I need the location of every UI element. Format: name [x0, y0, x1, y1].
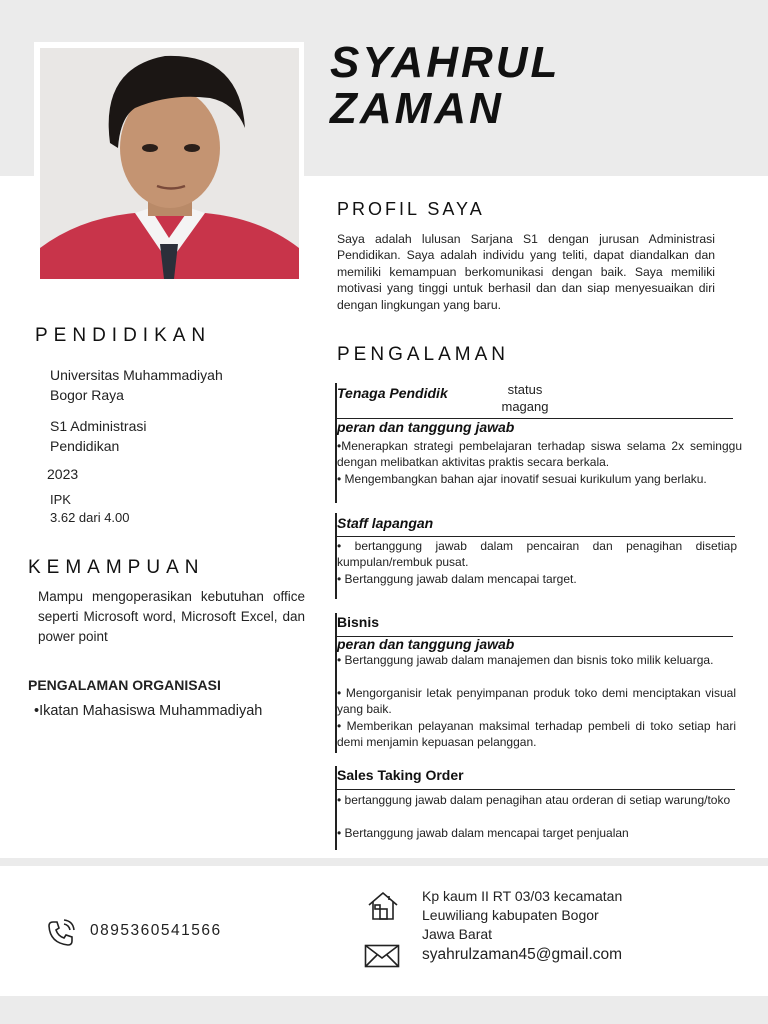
major-line-1: S1 Administrasi — [50, 418, 147, 434]
email-address[interactable]: syahrulzaman45@gmail.com — [422, 946, 623, 963]
job-3-bullet-1: • Bertanggung jawab dalam manajemen dan bisnis toko milik keluarga. — [337, 653, 714, 667]
skills-text: Mampu mengoperasikan kebutuhan office seperti Microsoft word, Microsoft Excel, dan power point — [38, 589, 305, 644]
status-line-1: status — [507, 382, 543, 397]
job-1-status — [492, 381, 558, 415]
address — [422, 887, 622, 944]
job-2-bullet-1: • bertanggung jawab dalam pencairan dan penagihan disetiap kumpulan/rembuk pusat. — [337, 539, 737, 570]
gpa-value: 3.62 dari 4.00 — [50, 510, 130, 525]
job-2-title: Staff lapangan — [337, 515, 434, 531]
mail-icon — [364, 944, 400, 973]
university-line-1: Universitas Muhammadiyah — [50, 367, 223, 383]
name-line-1: SYAHRUL — [330, 38, 561, 87]
address-line-2: Leuwiliang kabupaten Bogor — [422, 907, 599, 923]
home-icon — [366, 890, 400, 927]
education-gpa — [50, 491, 130, 527]
job-3-title: Bisnis — [337, 614, 380, 630]
address-line-1: Kp kaum II RT 03/03 kecamatan — [422, 888, 623, 904]
education-university — [50, 365, 223, 405]
education-major — [50, 416, 146, 456]
education-heading: PENDIDIKAN — [35, 325, 212, 346]
job-1-role: peran dan tanggung jawab — [337, 419, 515, 435]
job-2-rule — [337, 536, 735, 537]
experience-heading: PENGALAMAN — [337, 344, 509, 365]
job-4-bullet-2: • Bertanggung jawab dalam mencapai target penjualan — [337, 826, 629, 840]
job-3-role: peran dan tanggung jawab — [337, 636, 515, 652]
job-3-bullet-3: • Memberikan pelayanan maksimal terhadap pembeli di toko setiap hari demi menjamin kepuasan pelanggan. — [337, 719, 736, 750]
job-4-rule — [337, 789, 735, 790]
phone-number[interactable]: 0895360541566 — [90, 922, 222, 939]
profile-text: Saya adalah lulusan Sarjana S1 dengan jurusan Administrasi Pendidikan. Saya adalah individu yang teliti, dapat diandalkan dan memiliki kemampuan berkomunikasi dengan baik. Saya memiliki motivasi yang tinggi untuk berhasil dan dan siap menyesuaikan diri dengan lingkungan yang baru. — [337, 232, 715, 312]
job-1-bullet-2: • Mengembangkan bahan ajar inovatif sesuai kurikulum yang berlaku. — [337, 472, 707, 486]
phone-icon — [46, 918, 76, 953]
organization-item: •Ikatan Mahasiswa Muhammadiyah — [34, 703, 263, 719]
job-4-bullet-1: • bertanggung jawab dalam penagihan atau orderan di setiap warung/toko — [337, 793, 731, 807]
gpa-label: IPK — [50, 492, 71, 507]
job-2-bullet-2: • Bertanggung jawab dalam mencapai target. — [337, 572, 577, 586]
job-1-title: Tenaga Pendidik — [337, 385, 448, 401]
status-line-2: magang — [501, 399, 549, 414]
name-line-2: ZAMAN — [330, 84, 504, 133]
full-name — [330, 40, 560, 132]
major-line-2: Pendidikan — [50, 438, 120, 454]
job-3-bullet-2: • Mengorganisir letak penyimpanan produk toko demi menciptakan visual yang baik. — [337, 686, 736, 717]
profile-photo — [40, 48, 299, 279]
job-1-bullet-1: •Menerapkan strategi pembelajaran terhadap siswa selama 2x seminggu dengan melibatkan aktivitas praktis secara berkala. — [337, 439, 742, 470]
organization-heading: PENGALAMAN ORGANISASI — [28, 677, 221, 693]
profile-heading: PROFIL SAYA — [337, 199, 485, 219]
university-line-2: Bogor Raya — [50, 387, 124, 403]
bottom-band — [0, 996, 768, 1024]
education-year: 2023 — [47, 466, 79, 482]
address-line-3: Jawa Barat — [422, 926, 493, 942]
skills-heading: KEMAMPUAN — [28, 557, 205, 578]
job-4-title: Sales Taking Order — [337, 767, 464, 783]
